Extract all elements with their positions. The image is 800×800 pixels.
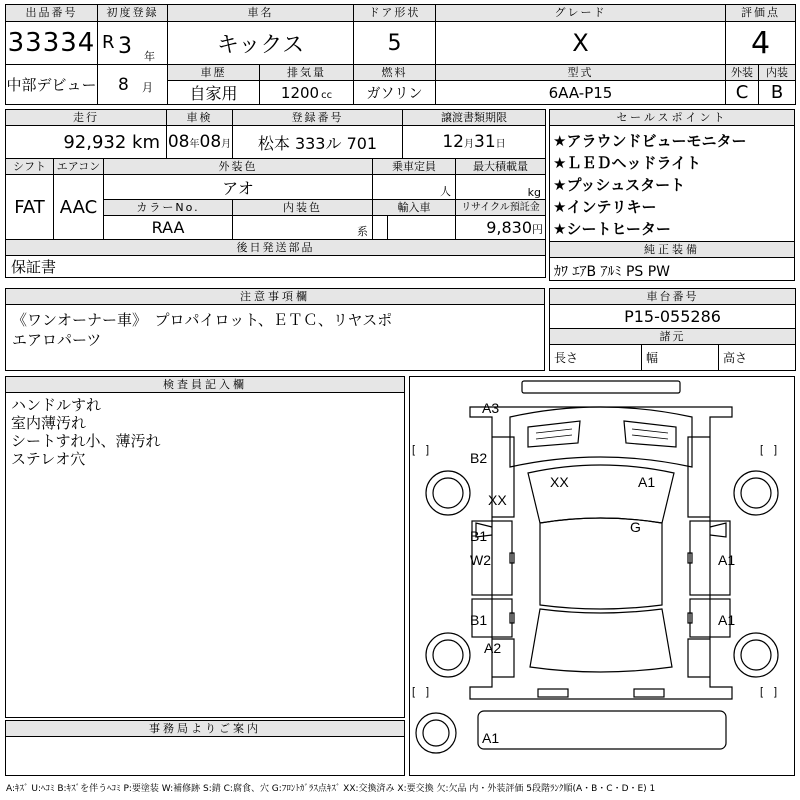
legend: A:ｷｽﾞ U:ﾍｺﾐ B:ｷｽﾞを伴うﾍｺﾐ P:要塗装 W:補修跡 S:錆 C:腐食、穴 G:ﾌﾛﾝﾄｶﾞﾗｽ点ｷｽﾞ XX:交換済み X:要交換 欠:欠品 内・外装評価 5段階ﾗﾝｸ順(A・B・C・D・E) 1 [6, 784, 656, 794]
front-bumper-shape [522, 381, 680, 393]
displacement-cell [260, 81, 354, 105]
score-label: 評価点 [726, 5, 796, 22]
bracket-left-bottom: [ ] [412, 686, 430, 698]
score: 4 [726, 22, 796, 65]
car-name: キックス [168, 22, 354, 65]
inspection-label: 車検 [167, 110, 233, 126]
load-label: 最大積載量 [456, 159, 546, 175]
headlight-right-shape [624, 421, 676, 447]
ext-label: 外装 [726, 65, 759, 81]
width-label: 幅 [642, 345, 719, 371]
length-label: 長さ [550, 345, 642, 371]
inspection-cell [167, 126, 233, 159]
bracket-left-top: [ ] [412, 444, 430, 456]
lot-no-label: 出品番号 [6, 5, 98, 22]
history-label: 車歴 [168, 65, 260, 81]
mark-hood-a1: A1 [638, 474, 656, 490]
grade-label: グレード [436, 5, 726, 22]
chassis-table [549, 288, 796, 371]
debut-label: 中部デビュー [6, 65, 98, 105]
int-grade: B [759, 81, 796, 105]
inspector-note: 室内薄汚れ [11, 414, 87, 432]
fuel-label: 燃料 [354, 65, 436, 81]
month-num: 8 [118, 75, 129, 95]
mileage-cell [6, 126, 167, 159]
insp-month: 08 [199, 132, 222, 152]
office-box [5, 720, 405, 776]
shift-label: シフト [6, 159, 54, 175]
capacity-label: 乗車定員 [373, 159, 456, 175]
sales-point: ★インテリキー [553, 198, 657, 216]
sales-point: ★アラウンドビューモニター [553, 132, 747, 150]
color-no-label: カラーNo. [104, 200, 233, 216]
ac: AAC [54, 175, 104, 240]
shift: FAT [6, 175, 54, 240]
sales-points-list [553, 130, 746, 240]
year-unit: 年 [144, 50, 155, 63]
door-label: ドア形状 [354, 5, 436, 22]
transfer-label: 譲渡書類期限 [403, 110, 546, 126]
era: R [102, 32, 115, 53]
year-num: 3 [118, 34, 132, 59]
transfer-day: 31 [474, 132, 496, 152]
notes-label: 注意事項欄 [6, 289, 544, 305]
equipment: ｶﾜ ｴｱB ｱﾙﾐ PS PW [554, 264, 671, 280]
chassis-label: 車台番号 [550, 289, 796, 305]
sales-point: ★シートヒーター [553, 220, 671, 238]
equipment-box [549, 241, 795, 281]
mileage: 92,932 [63, 131, 127, 153]
insp-month-unit: 月 [221, 139, 232, 150]
car-name-label: 車名 [168, 5, 354, 22]
equipment-label: 純正装備 [550, 242, 794, 258]
first-reg-year [98, 22, 168, 65]
mark-rear-bumper-a1: A1 [482, 730, 500, 746]
headlight-left-shape [528, 421, 580, 447]
recycle-label: リサイクル預託金 [456, 200, 546, 216]
mark-left-front-fender: B2 [470, 450, 488, 466]
recycle-unit: 円 [532, 223, 543, 236]
mark-left-front-door-w2: W2 [470, 552, 491, 568]
import-cell-1 [373, 216, 388, 240]
lot-no: 33334 [6, 22, 98, 65]
later-parts: 保証書 [6, 256, 546, 278]
recycle: 9,830 [486, 218, 532, 237]
int-color-label: 内装色 [233, 200, 373, 216]
roof-shape [540, 518, 662, 609]
taillight-left-shape [538, 689, 568, 697]
transfer-month-unit: 月 [464, 139, 474, 150]
insp-year: 08 [167, 132, 190, 152]
office-label: 事務局よりご案内 [6, 721, 404, 737]
taillight-right-shape [634, 689, 664, 697]
right-front-fender-shape [688, 437, 710, 517]
car-diagram-box [409, 376, 795, 776]
inspector-notes [11, 396, 161, 468]
import-label: 輸入車 [373, 200, 456, 216]
displacement-unit: cc [321, 89, 333, 101]
ext-color: アオ [104, 175, 373, 200]
sales-points-box [549, 109, 795, 242]
mark-windshield-g: G [630, 519, 641, 535]
car-diagram [410, 377, 794, 775]
sales-point: ★ＬＥＤヘッドライト [553, 154, 701, 172]
displacement-label: 排気量 [260, 65, 354, 81]
spare-tire-shape [416, 713, 456, 753]
model: 6AA-P15 [436, 81, 726, 105]
color-no: RAA [104, 216, 233, 240]
fuel: ガソリン [354, 81, 436, 105]
bracket-right-bottom: [ ] [760, 686, 778, 698]
right-rear-fender-shape [688, 639, 710, 677]
ac-label: エアコン [54, 159, 104, 175]
sales-points-label: セールスポイント [550, 110, 794, 126]
capacity-unit: 人 [373, 175, 456, 200]
vehicle-table [5, 109, 546, 278]
mark-front-bumper: A3 [482, 400, 500, 416]
bracket-right-top: [ ] [760, 444, 778, 456]
insp-year-unit: 年 [189, 139, 200, 150]
mark-right-rear-door-a1: A1 [718, 612, 736, 628]
inspector-note: ステレオ穴 [11, 450, 86, 468]
first-reg-label: 初度登録 [98, 5, 168, 22]
top-table [5, 4, 796, 105]
month-unit: 月 [142, 81, 153, 94]
reg-no: 松本 333ル 701 [233, 126, 403, 159]
mileage-label: 走行 [6, 110, 167, 126]
spec-label: 諸元 [550, 329, 796, 345]
chassis-no: P15-055286 [550, 305, 796, 329]
notes-line-1: 《ワンオーナー車》 プロパイロット、ＥＴＣ、リヤスポ [12, 311, 393, 329]
hood-shape [510, 407, 692, 467]
mark-right-front-door-a1: A1 [718, 552, 736, 568]
history: 自家用 [168, 81, 260, 105]
inspector-label: 検査員記入欄 [6, 377, 404, 393]
recycle-cell [456, 216, 546, 240]
displacement: 1200 [280, 83, 320, 102]
transfer-cell [403, 126, 546, 159]
mark-hood-xx: XX [550, 474, 569, 490]
sales-point: ★プッシュスタート [553, 176, 686, 194]
inspector-box [5, 376, 405, 718]
mark-left-rear-fender-a2: A2 [484, 640, 502, 656]
body-outline [470, 407, 732, 699]
load-unit: kg [456, 175, 546, 200]
notes-box [5, 288, 545, 371]
import-cell-2 [388, 216, 456, 240]
int-color-unit: 系 [233, 216, 373, 240]
ext-grade: C [726, 81, 759, 105]
rear-bumper-shape [478, 711, 726, 749]
mileage-unit: km [132, 131, 160, 153]
transfer-month: 12 [442, 132, 464, 152]
first-reg-month [98, 65, 168, 105]
later-parts-label: 後日発送部品 [6, 240, 546, 256]
reg-no-label: 登録番号 [233, 110, 403, 126]
door: 5 [354, 22, 436, 65]
transfer-day-unit: 日 [495, 139, 506, 150]
grade: X [436, 22, 726, 65]
rear-window-shape [530, 609, 672, 672]
inspector-note: シートすれ小、薄汚れ [11, 432, 161, 450]
int-label: 内装 [759, 65, 796, 81]
ext-color-label: 外装色 [104, 159, 373, 175]
mark-left-rear-door-b1: B1 [470, 612, 488, 628]
height-label: 高さ [719, 345, 796, 371]
notes-line-2: エアロパーツ [12, 331, 102, 349]
inspector-note: ハンドルすれ [11, 396, 102, 414]
mark-left-headlight-xx: XX [488, 492, 507, 508]
model-label: 型式 [436, 65, 726, 81]
mark-left-front-door-b1: B1 [470, 528, 488, 544]
